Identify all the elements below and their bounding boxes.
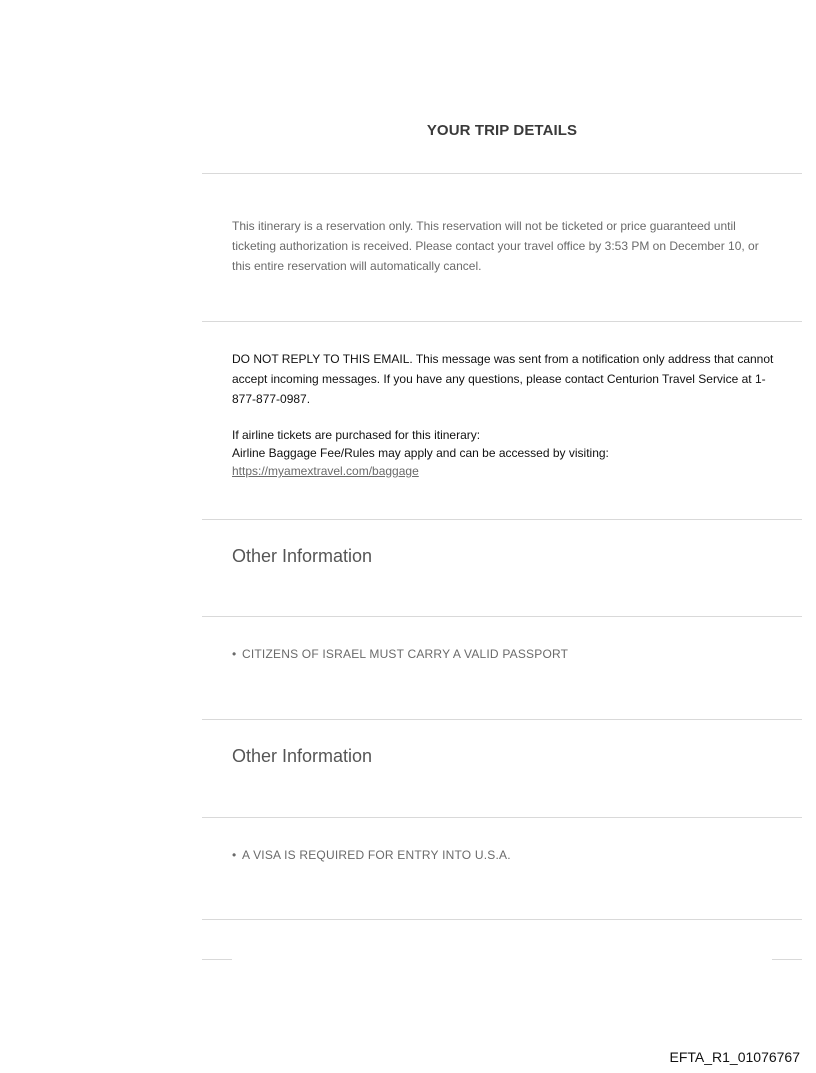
baggage-fee-line: Airline Baggage Fee/Rules may apply and can be accessed by visiting: bbox=[232, 446, 609, 460]
divider bbox=[202, 321, 802, 322]
divider bbox=[202, 817, 802, 818]
divider bbox=[202, 919, 802, 920]
bullet-icon: • bbox=[232, 647, 237, 661]
airline-tickets-line: If airline tickets are purchased for this itinerary: bbox=[232, 428, 481, 442]
divider bbox=[202, 719, 802, 720]
divider bbox=[202, 519, 802, 520]
bullet-icon: • bbox=[232, 848, 237, 862]
divider bbox=[202, 616, 802, 617]
footer-divider-left bbox=[202, 959, 232, 960]
divider bbox=[202, 173, 802, 174]
list-item bbox=[232, 848, 511, 862]
footer-divider-right bbox=[772, 959, 802, 960]
list-item bbox=[232, 647, 568, 661]
section-heading-other-information: Other Information bbox=[232, 746, 373, 766]
document-id: EFTA_R1_01076767 bbox=[669, 1049, 800, 1065]
page-title: YOUR TRIP DETAILS bbox=[426, 122, 578, 139]
list-item-text: A VISA IS REQUIRED FOR ENTRY INTO U.S.A. bbox=[242, 848, 511, 862]
list-item-text: CITIZENS OF ISRAEL MUST CARRY A VALID PASSPORT bbox=[242, 647, 569, 661]
section-heading-other-information: Other Information bbox=[232, 546, 373, 566]
airline-baggage-info bbox=[232, 426, 777, 480]
baggage-link[interactable]: https://myamextravel.com/baggage bbox=[232, 464, 419, 478]
do-not-reply-notice: DO NOT REPLY TO THIS EMAIL. This message was sent from a notification only address that cannot accept incoming messages. If you have any questions, please contact Centurion Travel Service at 1-877-877-0987. bbox=[232, 352, 774, 406]
reservation-notice: This itinerary is a reservation only. This reservation will not be ticketed or price guaranteed until ticketing authorization is received. Please contact your travel office by 3:53 PM on December 10, or this entire reservation will automatically cancel. bbox=[232, 219, 759, 273]
